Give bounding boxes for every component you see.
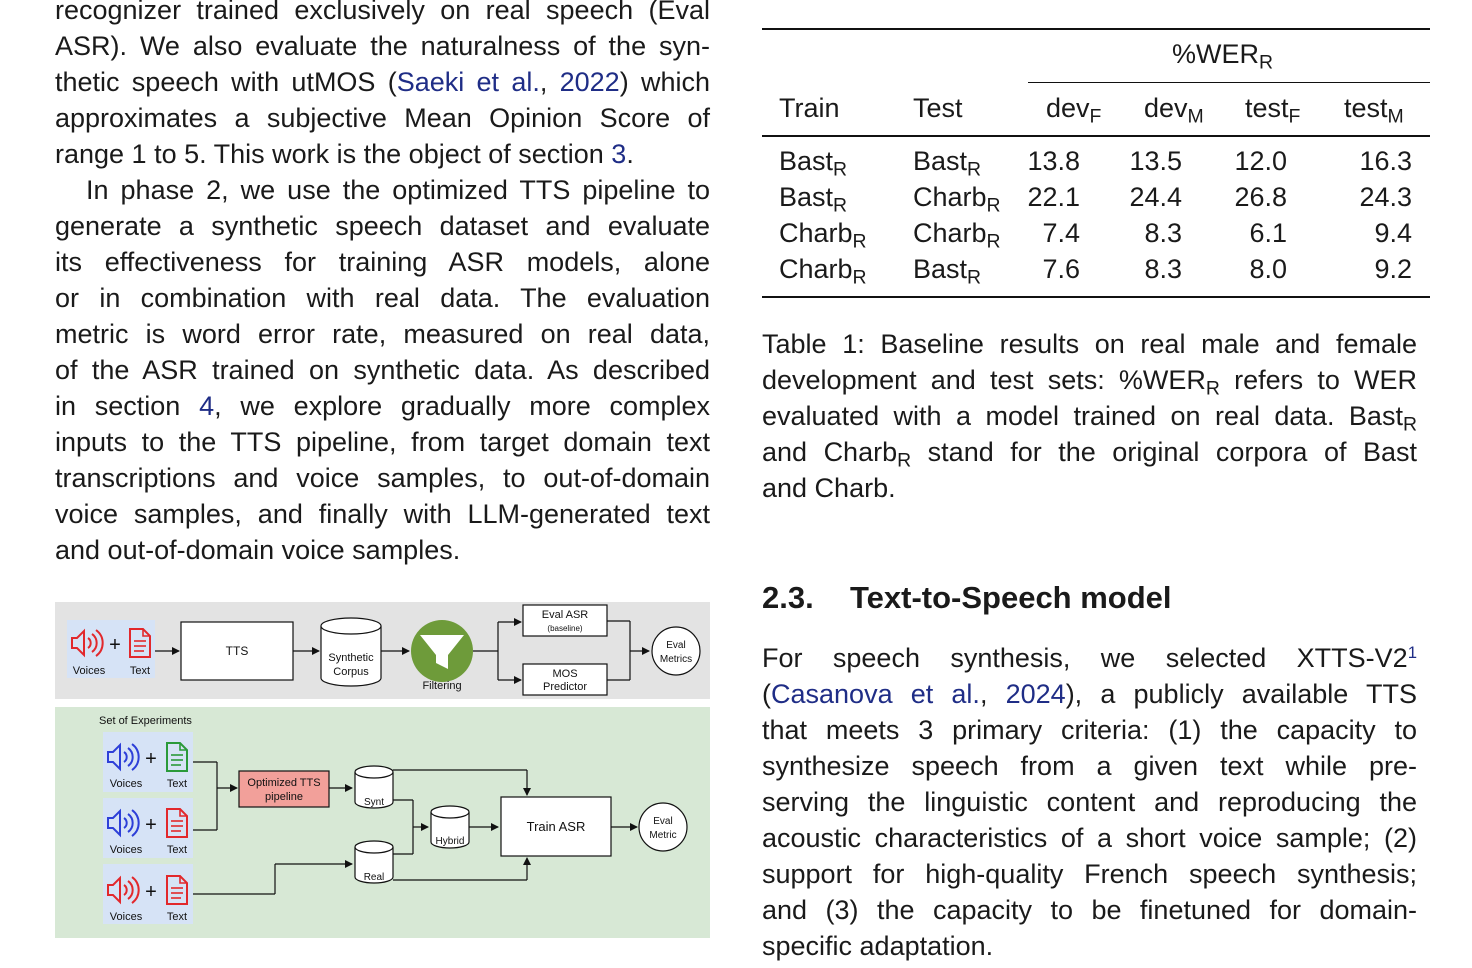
predictor-label: Predictor [542,681,588,693]
hybrid-label: Hybrid [435,836,465,847]
text-line: acoustic characteristics of a short voice sample; (2) [762,823,1417,853]
text-line: specific adaptation. [762,931,994,961]
header-text: test [1344,93,1388,123]
cell-value: 8.3 [1144,218,1182,248]
cell-sub: R [986,194,1001,217]
mos-label: MOS [552,668,578,680]
text-line: and out-of-domain voice samples. [55,535,461,565]
text-line [762,676,1417,712]
caption-line: Table 1: Baseline results on real male and female [762,329,1417,359]
left-column [55,0,710,568]
train-asr-label: Train ASR [526,819,586,834]
cell-test [913,253,982,289]
set-of-experiments-label: Set of Experiments [99,715,192,727]
text-label: Text [166,911,188,923]
header-dev-f [1046,92,1102,128]
eval-asr-label: Eval ASR [541,609,589,621]
cell-value: 7.6 [1042,254,1080,284]
text-line [762,640,1417,676]
cell-value: 22.1 [1027,182,1080,212]
citation-year: 2022 [559,67,620,97]
cell-sub: R [967,266,982,289]
footnote-link[interactable]: 1 [1407,642,1417,662]
text-label: Text [129,665,151,677]
cell-value: 8.0 [1249,254,1287,284]
text-line: ASR). We also evaluate the naturalness of the syn- [55,31,710,61]
caption-fragment: development and test sets: %WER [762,365,1206,395]
header-sub: M [1387,105,1404,128]
text-line: voice samples, and finally with LLM-generated text [55,499,710,529]
cell-sub: R [967,158,982,181]
cell-value: 9.4 [1374,218,1412,248]
cell-value: 13.8 [1027,146,1080,176]
citation-link[interactable] [397,67,620,97]
text-line: In phase 2, we use the optimized TTS pipeline to [86,175,710,205]
table-caption [762,326,1417,506]
cell-value: 7.4 [1042,218,1080,248]
header-text: dev [1046,93,1090,123]
cell-test [913,181,1001,217]
cell-sub: R [986,230,1001,253]
cell-text: Bast [913,146,968,176]
text-line: recognizer trained exclusively on real speech (Eval [55,0,710,25]
caption-sub: R [1402,413,1417,436]
cell-test [913,145,982,181]
pipeline-label: pipeline [265,791,303,803]
tts-label: TTS [225,644,249,658]
cell-train [779,253,867,289]
caption-fragment: evaluated with a model trained on real data. Bast [762,401,1403,431]
caption-fragment: stand for the original corpora of Bast [911,437,1417,467]
header-sub: F [1288,105,1301,128]
pipeline-diagram [55,602,710,938]
header-dev-m [1144,92,1204,128]
real-label: Real [363,872,385,883]
caption-sub: R [1205,377,1220,400]
caption-line [762,362,1417,398]
cell-value: 13.5 [1129,146,1182,176]
voices-label: Voices [72,665,106,677]
cell-text: Bast [913,254,968,284]
table-mid-rule [762,135,1430,137]
text-fragment: . [626,139,634,169]
section-number: 2.3. [762,580,814,615]
voices-label: Voices [109,911,143,923]
eval-label: Eval [666,640,686,651]
cell-text: Charb [913,218,987,248]
table-top-rule [762,28,1430,30]
citation-year: 2024 [1005,679,1066,709]
header-sub: R [1259,51,1274,74]
cell-value: 8.3 [1144,254,1182,284]
text-fragment: ), a publicly available TTS [1065,679,1417,709]
metrics-label: Metrics [659,654,693,665]
section-title: Text-to-Speech model [850,580,1172,615]
filtering-label: Filtering [422,680,462,692]
text-fragment: range 1 to 5. This work is the object of section [55,139,612,169]
section-ref-link[interactable]: 3 [611,139,627,169]
text-line: transcriptions and voice samples, to out-of-domain [55,463,710,493]
filter-icon [411,620,473,682]
cell-text: Charb [913,182,987,212]
text-label: Text [166,778,188,790]
text-fragment: in section [55,391,200,421]
cell-sub: R [852,230,867,253]
text-line: or in combination with real data. The evaluation [55,283,710,313]
voices-label: Voices [109,778,143,790]
text-line: support for high-quality French speech synthesis; [762,859,1417,889]
text-line: serving the linguistic content and reproducing the [762,787,1417,817]
header-text: test [1245,93,1289,123]
text-line: inputs to the TTS pipeline, from target domain text [55,427,710,457]
pipeline-figure [55,602,710,938]
citation-sep: , [539,67,560,97]
eval-metric-circle [639,803,687,851]
header-text: %WER [1172,39,1259,69]
cell-sub: R [852,266,867,289]
text-label: Text [166,844,188,856]
text-line: synthesize speech from a given text while pre- [762,751,1417,781]
voices-label: Voices [109,844,143,856]
group-rule [1028,82,1430,83]
header-sub: M [1187,105,1204,128]
text-line: that meets 3 primary criteria: (1) the capacity to [762,715,1417,745]
plus-sign: + [145,748,157,770]
cell-sub: R [833,194,848,217]
citation-sep: , [979,679,1006,709]
header-text: dev [1144,93,1188,123]
citation-author: Casanova et al. [771,679,980,709]
text-fragment: thetic speech with utMOS ( [55,67,397,97]
eval-metrics-circle [652,627,700,675]
cell-value: 9.2 [1374,254,1412,284]
caption-fragment: refers to WER [1219,365,1418,395]
caption-fragment: and Charb [762,437,898,467]
text-line: approximates a subjective Mean Opinion Score of [55,103,710,133]
cell-value: 24.4 [1129,182,1182,212]
cell-train [779,181,848,217]
paragraph-phase2 [55,172,710,568]
text-line [55,136,710,172]
header-test: Test [913,93,963,123]
cell-value: 16.3 [1359,146,1412,176]
text-line [55,388,710,424]
citation-link[interactable] [771,679,1066,709]
synt-label: Synt [363,797,385,808]
text-line: of the ASR trained on synthetic data. As described [55,355,710,385]
caption-sub: R [897,449,912,472]
text-fragment: ( [762,679,771,709]
table-bottom-rule [762,296,1430,298]
cell-text: Charb [779,218,853,248]
cell-train [779,145,848,181]
caption-line: and Charb. [762,473,896,503]
cell-text: Charb [779,254,853,284]
text-fragment: For speech synthesis, we selected XTTS-V2 [762,643,1408,673]
text-fragment: , we explore gradually more complex [214,391,710,421]
eval-label: Eval [653,816,673,827]
header-sub: F [1089,105,1102,128]
text-line: metric is word error rate, measured on real data, [55,319,710,349]
section-ref-link[interactable]: 4 [199,391,215,421]
cell-sub: R [833,158,848,181]
plus-sign: + [145,814,157,836]
citation-author: Saeki et al. [396,67,540,97]
paragraph-tts [762,640,1417,964]
corpus-label: Corpus [333,666,369,678]
section-body [762,640,1417,964]
plus-sign: + [145,881,157,903]
text-line: its effectiveness for training ASR models, alone [55,247,710,277]
cell-value: 26.8 [1234,182,1287,212]
header-test-f [1245,92,1301,128]
cell-train [779,217,867,253]
optimized-label: Optimized TTS [247,777,321,789]
text-line [55,64,710,100]
section-heading [762,578,1172,618]
metric-label: Metric [649,830,677,841]
cell-test [913,217,1001,253]
synthetic-label: Synthetic [328,652,374,664]
header-train: Train [779,93,840,123]
paragraph-phase1 [55,0,710,172]
cell-value: 6.1 [1249,218,1287,248]
caption-line [762,434,1417,470]
text-line: and (3) the capacity to be finetuned for domain- [762,895,1417,925]
cell-text: Bast [779,146,834,176]
cell-text: Bast [779,182,834,212]
cell-value: 24.3 [1359,182,1412,212]
baseline-label: (baseline) [547,624,583,633]
header-test-m [1344,92,1404,128]
plus-sign: + [109,634,121,656]
text-line: generate a synthetic speech dataset and evaluate [55,211,710,241]
text-fragment: ) which [619,67,710,97]
cell-value: 12.0 [1234,146,1287,176]
caption-line [762,398,1417,434]
wer-group-header [1172,38,1274,74]
